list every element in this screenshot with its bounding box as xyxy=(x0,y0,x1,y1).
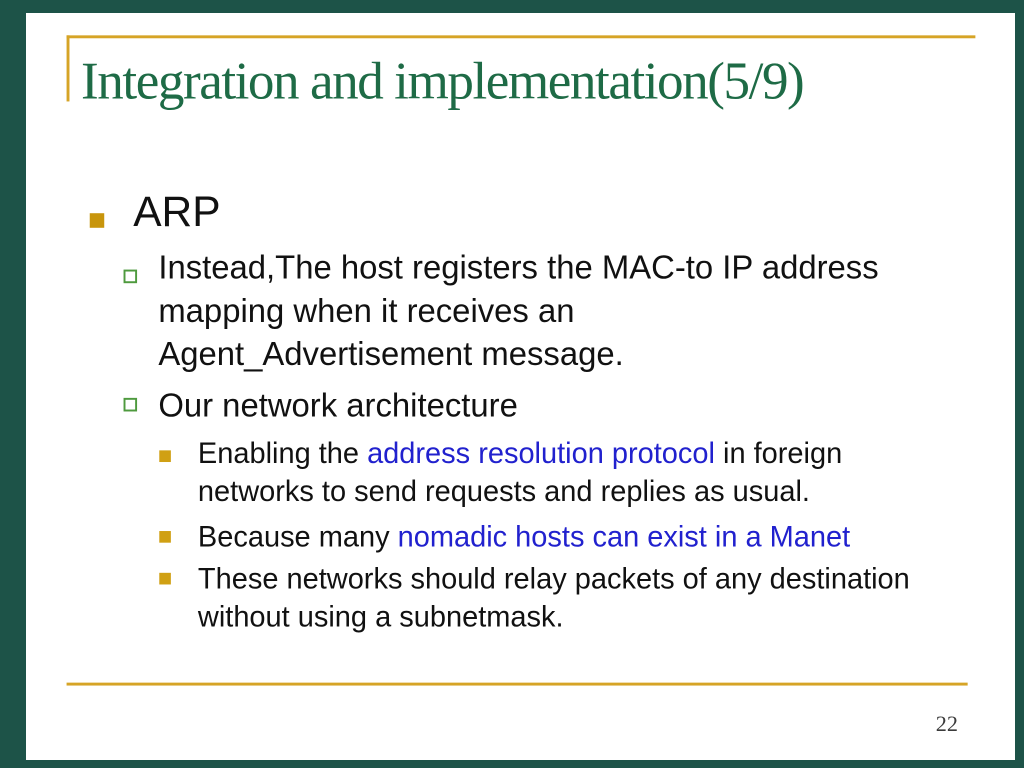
footer-rule xyxy=(67,683,968,686)
level2-bullet-outline-icon xyxy=(124,270,138,284)
level3-bullet-square-icon xyxy=(159,531,171,543)
emphasis-text-blue: nomadic hosts can exist in a Manet xyxy=(397,521,851,554)
emphasis-text-blue: address resolution protocol xyxy=(367,437,715,470)
level2-item-instead xyxy=(158,246,878,376)
level3-bullet-square-icon xyxy=(159,573,171,585)
body-text: Enabling the xyxy=(197,437,368,470)
slide-canvas xyxy=(26,13,1015,760)
page-number: 22 xyxy=(935,711,958,737)
body-line xyxy=(198,436,842,473)
title-rule-left xyxy=(67,35,70,101)
title-rule-top xyxy=(67,35,976,38)
body-text: in foreign xyxy=(714,437,843,470)
slide-content xyxy=(26,13,1015,759)
body-text: Because many xyxy=(197,521,398,554)
level3-item-enabling xyxy=(198,436,842,511)
body-line: without using a subnetmask. xyxy=(197,600,564,633)
level1-label: ARP xyxy=(133,187,221,236)
body-line: Agent_Advertisement message. xyxy=(158,335,624,373)
body-line: networks to send requests and replies as usual. xyxy=(197,475,810,508)
slide-title: Integration and implementation(5/9) xyxy=(81,50,804,111)
body-line: These networks should relay packets of any destination xyxy=(197,563,910,596)
level1-bullet-square-icon xyxy=(90,213,104,228)
level2-bullet-outline-icon xyxy=(124,398,138,412)
level3-item-because xyxy=(198,519,850,556)
level2-item-architecture: Our network architecture xyxy=(158,387,518,425)
body-line: mapping when it receives an xyxy=(158,292,575,330)
level3-bullet-square-icon xyxy=(159,450,171,462)
body-line: Instead,The host registers the MAC-to IP address xyxy=(158,249,879,287)
level3-item-relay xyxy=(198,561,910,636)
